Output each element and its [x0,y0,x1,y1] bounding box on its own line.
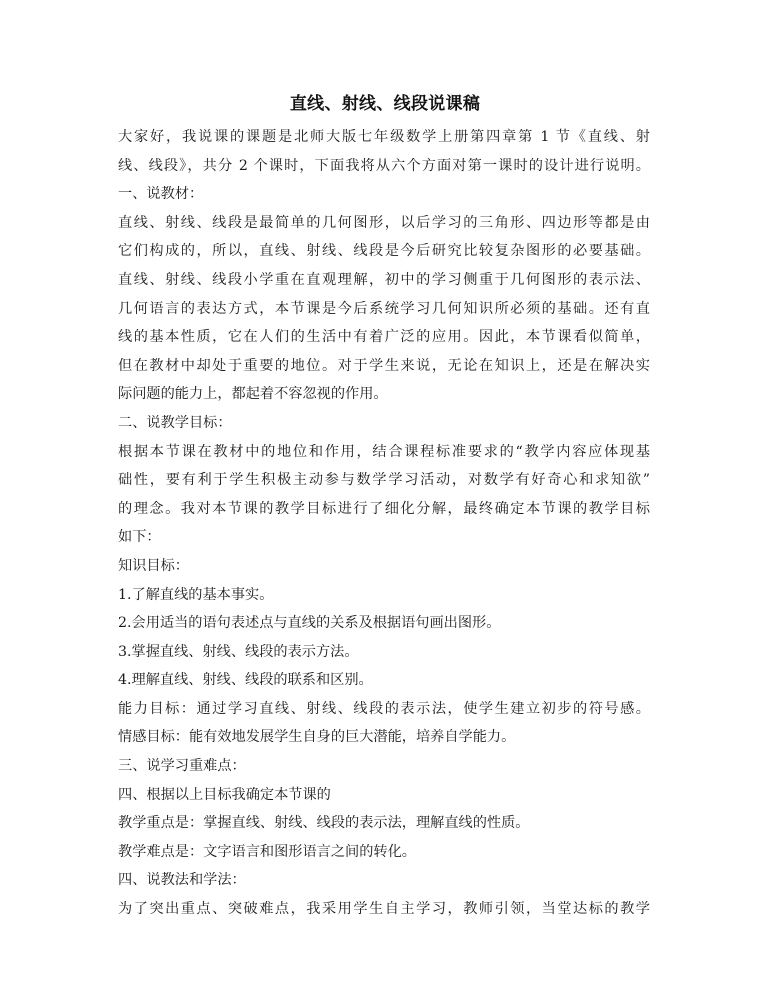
text-line: 它们构成的，所以，直线、射线、线段是今后研究比较复杂图形的必要基础。 [118,243,650,260]
text-line: 的理念。我对本节课的教学目标进行了细化分解，最终确定本节课的教学目标 [118,500,650,517]
text-line: 际问题的能力上，都起着不容忽视的作用。 [118,386,388,403]
text-line: 线、线段》，共分 2 个课时，下面我将从六个方面对第一课时的设计进行说明。 [118,157,650,174]
text-line: 根据本节课在教材中的地位和作用，结合课程标准要求的“教学内容应体现基 [118,443,650,460]
text-line: 础性，要有利于学生积极主动参与数学学习活动，对数学有好奇心和求知欲” [118,472,650,489]
text-line: 直线、射线、线段是最简单的几何图形，以后学习的三角形、四边形等都是由 [118,214,650,231]
text-line: 1.了解直线的基本事实。 [118,586,274,603]
text-line: 直线、射线、线段小学重在直观理解，初中的学习侧重于几何图形的表示法、 [118,271,650,288]
text-line: 但在教材中却处于重要的地位。对于学生来说，无论在知识上，还是在解决实 [118,357,650,374]
text-line: 三、说学习重难点： [118,758,246,775]
text-line: 情感目标：能有效地发展学生自身的巨大潜能，培养自学能力。 [118,729,516,746]
text-line: 能力目标：通过学习直线、射线、线段的表示法，使学生建立初步的符号感。 [118,700,650,717]
document-body [118,123,650,924]
text-line: 教学难点是：文字语言和图形语言之间的转化。 [118,843,416,860]
text-line: 如下： [118,529,161,546]
document-title: 直线、射线、线段说课稿 [289,94,481,114]
text-line: 大家好，我说课的课题是北师大版七年级数学上册第四章第 1 节《直线、射 [118,129,650,145]
text-line: 一、说教材： [118,186,204,203]
text-line: 为了突出重点、突破难点，我采用学生自主学习，教师引领，当堂达标的教学 [118,901,650,918]
text-line: 线的基本性质，它在人们的生活中有着广泛的应用。因此，本节课看似简单， [118,329,650,346]
text-line: 四、说教法和学法： [118,872,246,889]
text-line: 几何语言的表达方式，本节课是今后系统学习几何知识所必须的基础。还有直 [118,300,650,317]
text-line: 四、根据以上目标我确定本节课的 [118,786,331,803]
text-line: 2.会用适当的语句表述点与直线的关系及根据语句画出图形。 [118,615,501,632]
text-line: 二、说教学目标： [118,414,232,431]
text-line: 教学重点是：掌握直线、射线、线段的表示法，理解直线的性质。 [118,815,530,832]
text-line: 知识目标： [118,557,189,574]
text-line: 3.掌握直线、射线、线段的表示方法。 [118,643,359,660]
text-line: 4.理解直线、射线、线段的联系和区别。 [118,672,373,689]
